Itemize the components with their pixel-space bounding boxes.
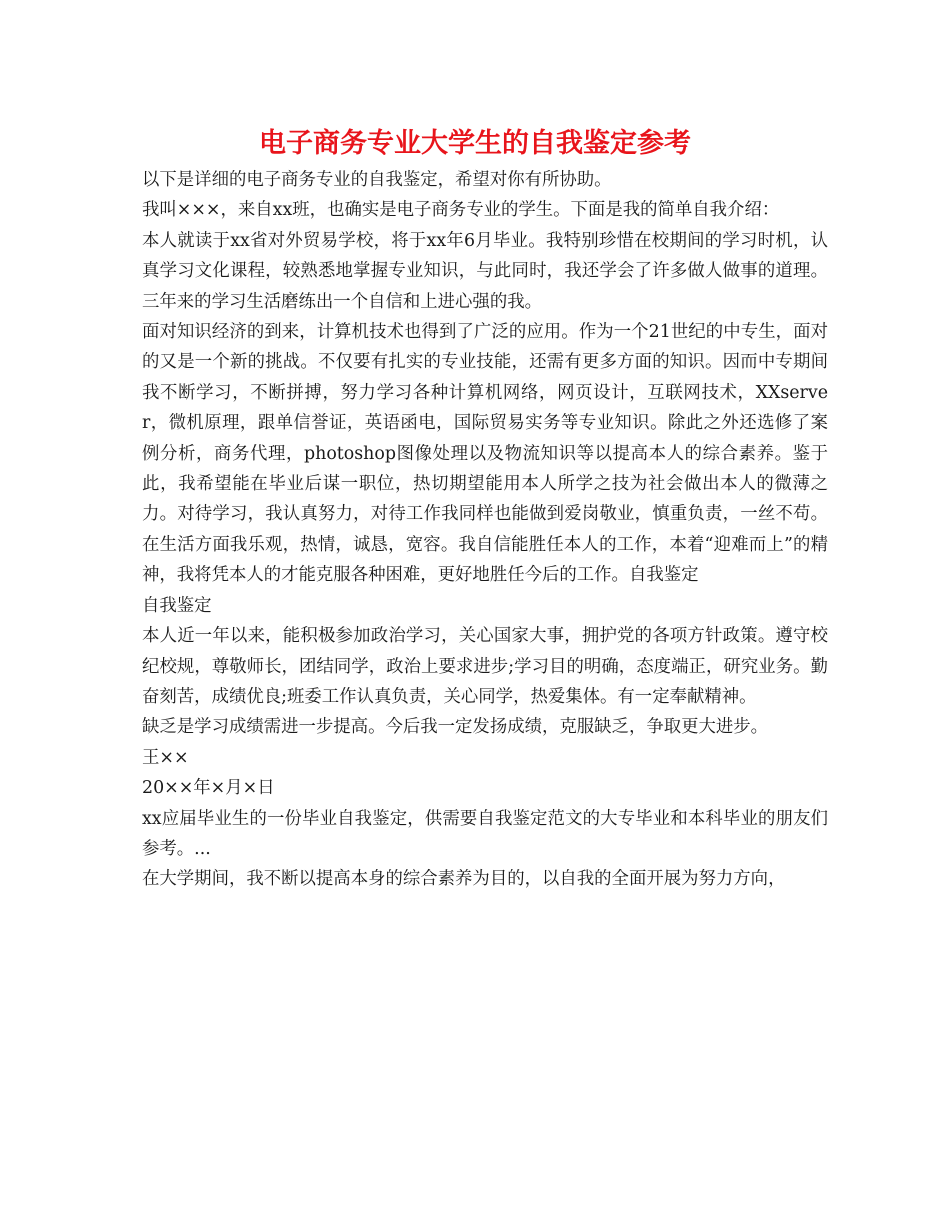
document-title: 电子商务专业大学生的自我鉴定参考 [259,128,691,159]
paragraph-date: 20××年×月×日 [142,778,275,799]
paragraph-political-study: 本人近一年以来，能积极参加政治学习，关心国家大事，拥护党的各项方针政策。遵守校纪校规，尊敬师长，团结同学，政治上要求进步;学习目的明确，态度端正，研究业务。勤奋刻苦，成绩优良;班委工作认真负责，关心同学，热爱集体。有一定奉献精神。 [142,626,828,707]
paragraph-university: 在大学期间，我不断以提高本身的综合素养为目的，以自我的全面开展为努力方向， [142,869,786,890]
paragraph-self-introduction: 我叫×××，来自xx班，也确实是电子商务专业的学生。下面是我的简单自我介绍： [142,200,780,221]
paragraph-signature: 王×× [142,747,189,768]
paragraph-intro: 以下是详细的电子商务专业的自我鉴定，希望对你有所协助。 [142,170,612,190]
paragraph-heading-self-appraisal: 自我鉴定 [142,595,212,616]
document-body [142,165,828,895]
paragraph-knowledge: 面对知识经济的到来，计算机技术也得到了广泛的应用。作为一个21世纪的中专生，面对的又是一个新的挑战。不仅要有扎实的专业技能，还需有更多方面的知识。因而中专期间我不断学习，不断拼搏，努力学习各种计算机网络，网页设计，互联网技术，XXserver，微机原理，跟单信誉证，英语函电，国际贸易实务等专业知识。除此之外还选修了案例分析，商务代理，photoshop图像处理以及物流知识等以提高本人的综合素养。鉴于此，我希望能在毕业后谋一职位，热切期望能用本人所学之技为社会做出本人的微薄之力。对待学习，我认真努力，对待工作我同样也能做到爱岗敬业，慎重负责，一丝不苟。在生活方面我乐观，热情，诚恳，宽容。我自信能胜任本人的工作，本着“迎难而上”的精神，我将凭本人的才能克服各种困难，更好地胜任今后的工作。自我鉴定 [142,322,828,586]
paragraph-shortcoming: 缺乏是学习成绩需进一步提高。今后我一定发扬成绩，克服缺乏，争取更大进步。 [142,717,769,738]
paragraph-school: 本人就读于xx省对外贸易学校，将于xx年6月毕业。我特别珍惜在校期间的学习时机，认真学习文化课程，较熟悉地掌握专业知识，与此同时，我还学会了许多做人做事的道理。三年来的学习生活磨练出一个自信和上进心强的我。 [142,230,828,312]
paragraph-graduate-note: xx应届毕业生的一份毕业自我鉴定，供需要自我鉴定范文的大专毕业和本科毕业的朋友们参考。... [142,808,828,859]
